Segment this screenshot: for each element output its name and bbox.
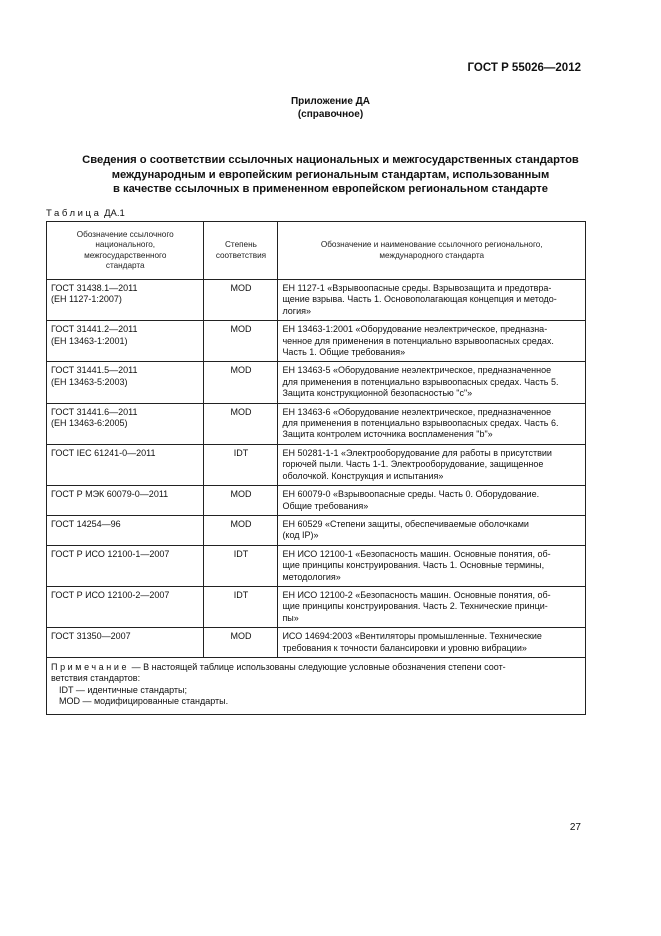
heading-line: Сведения о соответствии ссылочных национальных и межгосударственных стандартов — [82, 154, 579, 166]
standard-code: ГОСТ IEC 61241-0—2011 — [51, 447, 156, 458]
standard-code: (ЕН 13463-6:2005) — [51, 418, 128, 429]
standard-description-line: (код IP)» — [282, 530, 319, 541]
standard-description-line: Часть 1. Общие требования» — [282, 347, 406, 358]
degree-cell: MOD — [204, 321, 278, 362]
annex-subtitle: (справочное) — [297, 108, 364, 120]
standard-code: (ЕН 13463-1:2001) — [51, 335, 128, 346]
national-standard-cell — [47, 444, 204, 485]
standard-description-line: Защита конструкционной безопасностью "с"» — [282, 388, 473, 399]
regional-standard-cell — [278, 628, 586, 658]
standard-description-line: ченное для применения в потенциально взрывоопасных средах. — [282, 335, 554, 346]
degree-cell: IDT — [204, 586, 278, 627]
standard-description-line: ЕН 60529 «Степени защиты, обеспечиваемые оболочками — [282, 518, 529, 529]
degree-cell: MOD — [204, 403, 278, 444]
table-note — [47, 657, 586, 714]
table-row — [47, 586, 586, 627]
degree-cell: MOD — [204, 280, 278, 321]
regional-standard-cell — [278, 280, 586, 321]
annex-title: Приложение ДА — [290, 96, 371, 107]
regional-standard-cell — [278, 362, 586, 403]
standard-code: ГОСТ 14254—96 — [51, 518, 121, 529]
standard-description-line: ЕН 1127-1 «Взрывоопасные среды. Взрывозащита и предотвра- — [282, 283, 552, 293]
standard-code: ГОСТ 31441.2—2011 — [51, 324, 138, 335]
standard-description-line: оболочкой. Конструкция и испытания» — [282, 470, 444, 481]
standard-description-line: пы» — [282, 612, 299, 623]
table-label-number: ДА.1 — [104, 208, 125, 219]
standard-code: (ЕН 13463-5:2003) — [51, 376, 128, 387]
note-text-continued: ветствия стандартов: — [51, 673, 141, 684]
regional-standard-cell — [278, 545, 586, 586]
annex-title-block — [0, 96, 661, 121]
national-standard-cell — [47, 403, 204, 444]
standard-code: ГОСТ 31438.1—2011 — [51, 283, 138, 293]
standard-description-line: методология» — [282, 571, 341, 582]
regional-standard-cell — [278, 486, 586, 516]
table-row — [47, 486, 586, 516]
header-degree: Степень соответствия — [204, 222, 278, 280]
document-id: ГОСТ Р 55026—2012 — [467, 62, 581, 74]
standard-description-line: ЕН ИСО 12100-2 «Безопасность машин. Основные понятия, об- — [282, 589, 551, 600]
standard-description-line: ЕН 13463-1:2001 «Оборудование неэлектрическое, предназна- — [282, 324, 548, 335]
national-standard-cell — [47, 628, 204, 658]
heading-line: в качестве ссылочных в примененном европейском региональном стандарте — [113, 183, 548, 195]
national-standard-cell — [47, 486, 204, 516]
standard-description-line: логия» — [282, 305, 311, 316]
table-row — [47, 515, 586, 545]
table-row — [47, 403, 586, 444]
standard-description-line: щение взрыва. Часть 1. Основополагающая концепция и методо- — [282, 294, 557, 305]
header-national-standard: Обозначение ссылочного национального, межгосударственного стандарта — [47, 222, 204, 280]
standard-description-line: ИСО 14694:2003 «Вентиляторы промышленные. Технические — [282, 631, 542, 642]
regional-standard-cell — [278, 321, 586, 362]
table-row — [47, 545, 586, 586]
standard-description-line: щие принципы конструирования. Часть 2. Технические принци- — [282, 601, 548, 612]
note-label: Примечание — [51, 661, 130, 672]
standard-code: ГОСТ Р ИСО 12100-1—2007 — [51, 548, 170, 559]
table-row — [47, 628, 586, 658]
note-item: MOD — модифицированные стандарты. — [59, 696, 229, 707]
note-item: IDT — идентичные стандарты; — [59, 684, 188, 695]
page-number: 27 — [569, 822, 581, 833]
table-row — [47, 444, 586, 485]
national-standard-cell — [47, 280, 204, 321]
table-label-prefix: Таблица — [46, 208, 102, 219]
table-row — [47, 280, 586, 321]
heading-line: международным и европейским региональным стандартам, использованным — [111, 168, 550, 181]
regional-standard-cell — [278, 586, 586, 627]
degree-cell: IDT — [204, 545, 278, 586]
standard-code: ГОСТ Р МЭК 60079-0—2011 — [51, 489, 169, 500]
degree-cell: MOD — [204, 362, 278, 403]
national-standard-cell — [47, 362, 204, 403]
standard-code: ГОСТ Р ИСО 12100-2—2007 — [51, 589, 170, 600]
national-standard-cell — [47, 321, 204, 362]
regional-standard-cell — [278, 403, 586, 444]
standard-code: ГОСТ 31350—2007 — [51, 631, 131, 642]
standard-description-line: Общие требования» — [282, 500, 369, 511]
standard-code: ГОСТ 31441.5—2011 — [51, 365, 138, 376]
regional-standard-cell — [278, 515, 586, 545]
national-standard-cell — [47, 586, 204, 627]
table-header-row — [47, 222, 586, 280]
table-label — [46, 208, 125, 219]
standard-description-line: Защита контролем источника воспламенения "b"» — [282, 429, 493, 440]
standard-description-line: горючей пыли. Часть 1-1. Электрооборудование, защищенное — [282, 459, 544, 470]
standard-code: (ЕН 1127-1:2007) — [51, 294, 122, 305]
note-text: — В настоящей таблице использованы следующие условные обозначения степени соот- — [129, 661, 506, 672]
standard-description-line: ЕН ИСО 12100-1 «Безопасность машин. Основные понятия, об- — [282, 548, 551, 559]
national-standard-cell — [47, 545, 204, 586]
degree-cell: IDT — [204, 444, 278, 485]
degree-cell: MOD — [204, 628, 278, 658]
standard-description-line: ЕН 13463-6 «Оборудование неэлектрическое, предназначенное — [282, 406, 552, 417]
standard-description-line: для применения в потенциально взрывоопасных средах. Часть 5. — [282, 376, 559, 387]
standard-description-line: ЕН 50281-1-1 «Электрооборудование для работы в присутствии — [282, 447, 552, 458]
national-standard-cell — [47, 515, 204, 545]
standard-code: ГОСТ 31441.6—2011 — [51, 406, 138, 417]
standard-description-line: ЕН 60079-0 «Взрывоопасные среды. Часть 0. Оборудование. — [282, 489, 540, 500]
table-row — [47, 362, 586, 403]
regional-standard-cell — [278, 444, 586, 485]
standard-description-line: ЕН 13463-5 «Оборудование неэлектрическое, предназначенное — [282, 365, 552, 376]
table-note-row — [47, 657, 586, 714]
section-heading — [60, 153, 601, 197]
standard-description-line: требования к точности балансировки и уровню вибрации» — [282, 642, 527, 653]
header-regional-standard: Обозначение и наименование ссылочного регионального, международного стандарта — [278, 222, 586, 280]
correspondence-table — [46, 221, 586, 715]
table-row — [47, 321, 586, 362]
standard-description-line: для применения в потенциально взрывоопасных средах. Часть 6. — [282, 418, 559, 429]
degree-cell: MOD — [204, 486, 278, 516]
degree-cell: MOD — [204, 515, 278, 545]
standard-description-line: щие принципы конструирования. Часть 1. Основные термины, — [282, 560, 545, 571]
